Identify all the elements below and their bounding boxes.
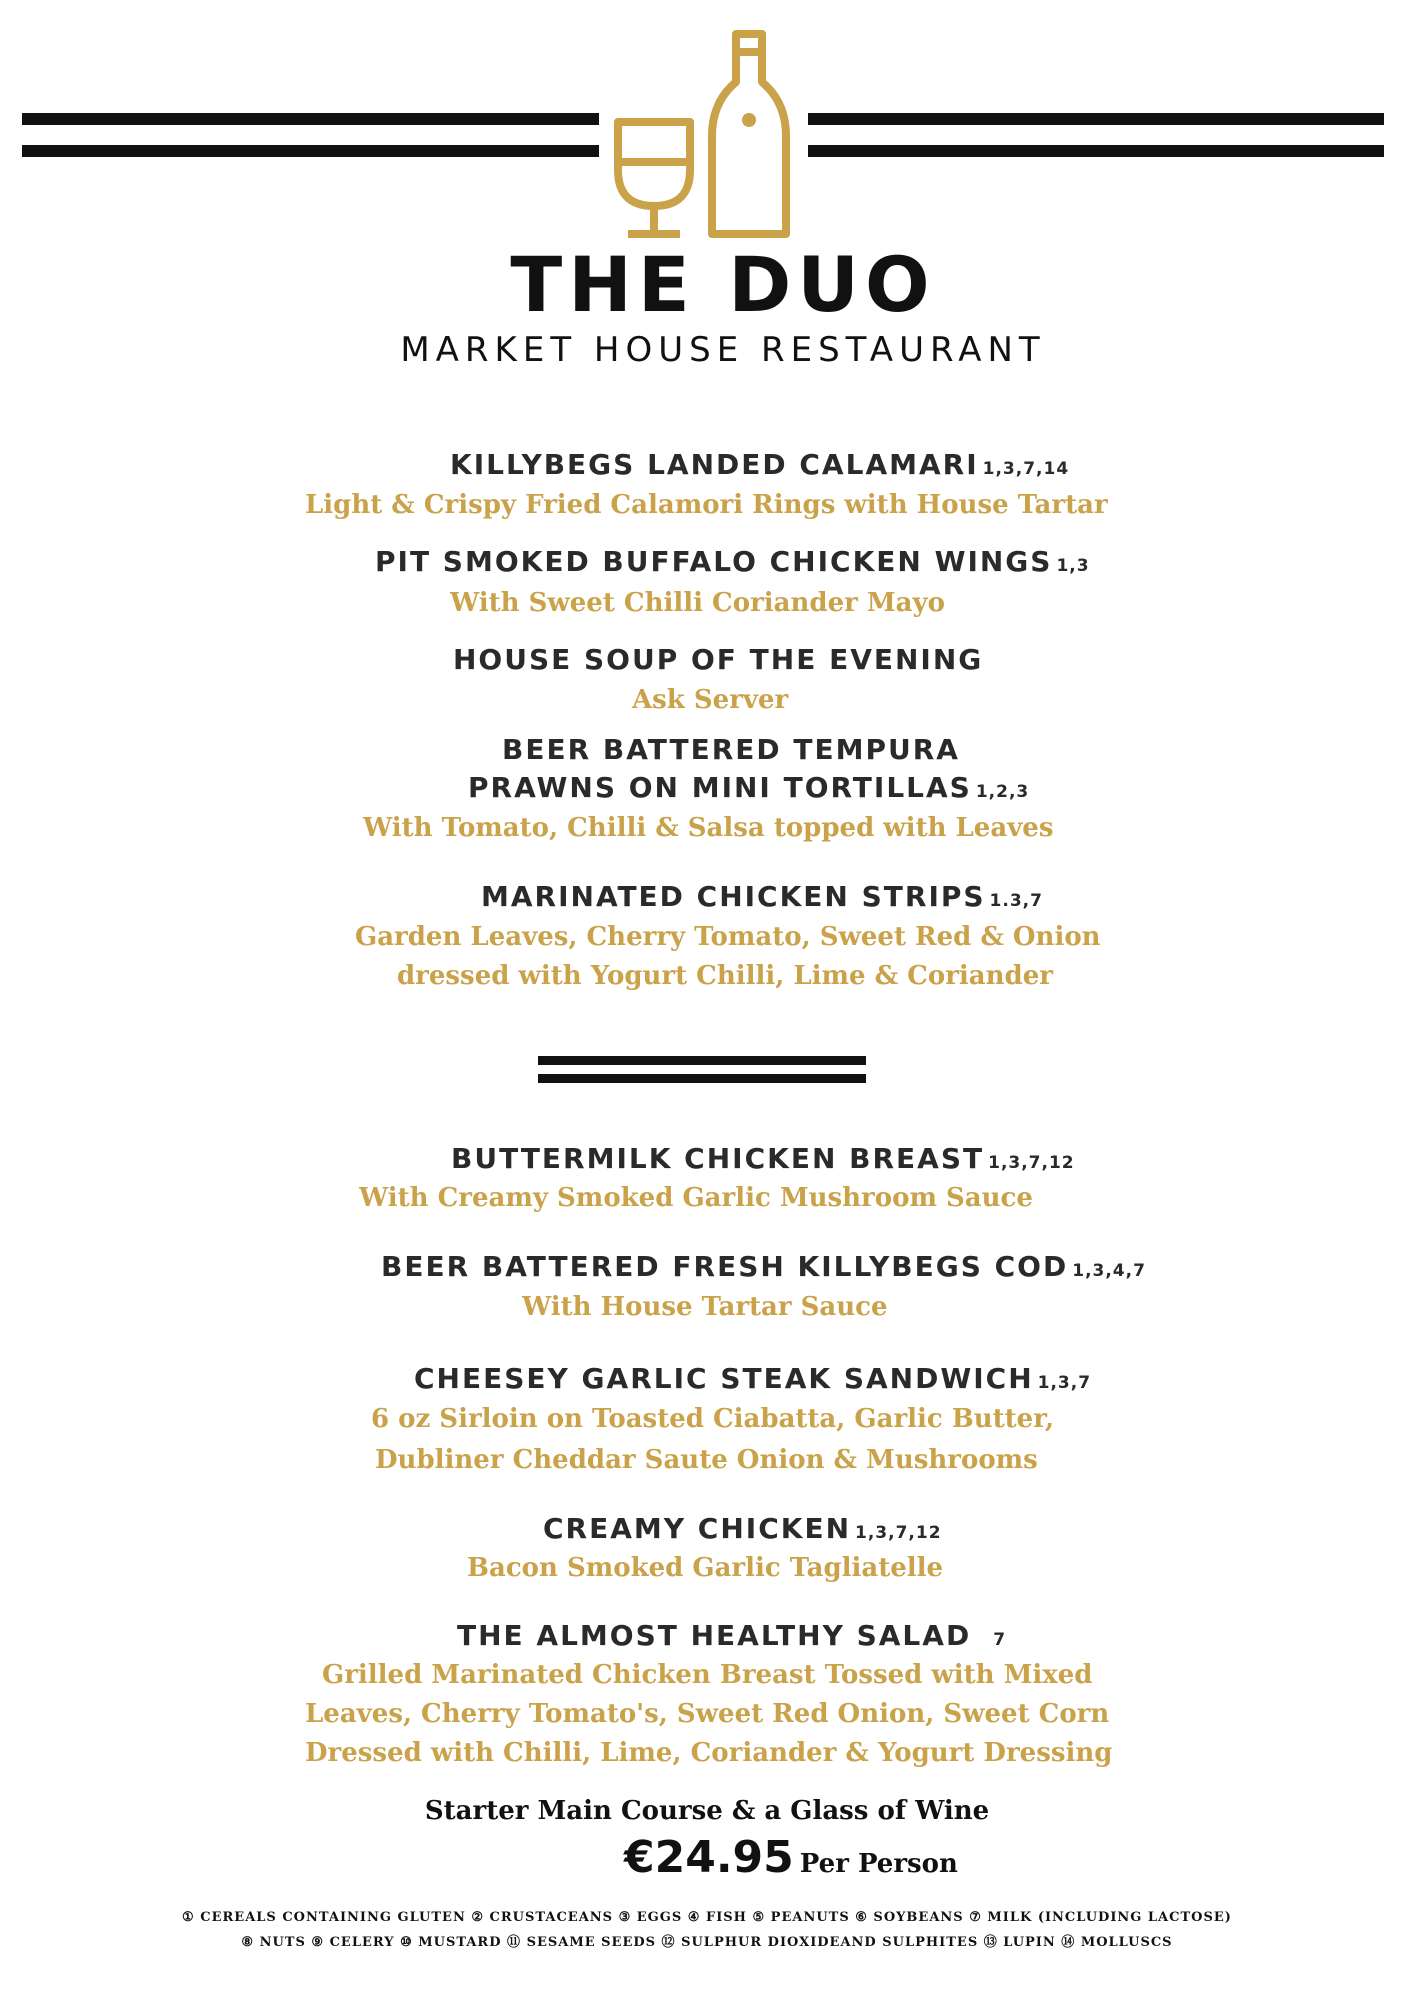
dish-name: THE ALMOST HEALTHY SALAD 7 bbox=[457, 1619, 1007, 1652]
header-rule-left-bottom bbox=[22, 145, 599, 157]
dish-description: Dubliner Cheddar Saute Onion & Mushrooms bbox=[375, 1445, 1038, 1475]
allergen-codes: 1,2,3 bbox=[975, 782, 1030, 802]
price-unit: Per Person bbox=[799, 1849, 958, 1879]
header-rule-right-top bbox=[808, 113, 1384, 125]
allergen-key-line: ① CEREALS CONTAINING GLUTEN ② CRUSTACEANS ③ EGGS ④ FISH ⑤ PEANUTS ⑥ SOYBEANS ⑦ MILK (INCLUDING LACTOSE) bbox=[182, 1910, 1232, 1925]
price: €24.95 bbox=[624, 1832, 794, 1883]
allergen-codes: 7 bbox=[993, 1630, 1007, 1650]
dish-description: Ask Server bbox=[632, 685, 789, 715]
header-rule-right-bottom bbox=[808, 145, 1384, 157]
allergen-codes: 1,3,7,12 bbox=[988, 1153, 1075, 1173]
allergen-codes: 1,3 bbox=[1056, 556, 1090, 576]
set-menu-offer: Starter Main Course & a Glass of Wine bbox=[424, 1796, 990, 1826]
dish-description: With Tomato, Chilli & Salsa topped with Leaves bbox=[363, 813, 1054, 843]
dish-description: With House Tartar Sauce bbox=[522, 1292, 888, 1322]
dish-description: 6 oz Sirloin on Toasted Ciabatta, Garlic Butter, bbox=[371, 1404, 1055, 1434]
dish-name: CHEESEY GARLIC STEAK SANDWICH 1,3,7 bbox=[414, 1362, 1092, 1395]
restaurant-name: THE DUO bbox=[510, 240, 936, 329]
header-rule-left-top bbox=[22, 113, 599, 125]
dish-description: With Creamy Smoked Garlic Mushroom Sauce bbox=[359, 1183, 1033, 1213]
allergen-codes: 1.3,7 bbox=[989, 891, 1043, 911]
allergen-codes: 1,3,4,7 bbox=[1072, 1261, 1146, 1281]
dish-description: dressed with Yogurt Chilli, Lime & Coriander bbox=[397, 961, 1053, 991]
price-row bbox=[624, 1832, 958, 1883]
dish-description: Light & Crispy Fried Calamori Rings with House Tartar bbox=[305, 490, 1108, 520]
dish-description: Bacon Smoked Garlic Tagliatelle bbox=[467, 1553, 944, 1583]
dish-name: MARINATED CHICKEN STRIPS 1.3,7 bbox=[481, 880, 1043, 913]
dish-description: Leaves, Cherry Tomato's, Sweet Red Onion, Sweet Corn bbox=[305, 1699, 1110, 1729]
restaurant-subtitle: MARKET HOUSE RESTAURANT bbox=[400, 330, 1046, 370]
dish-name: BUTTERMILK CHICKEN BREAST 1,3,7,12 bbox=[451, 1142, 1075, 1175]
dish-name: CREAMY CHICKEN 1,3,7,12 bbox=[543, 1512, 942, 1545]
allergen-key-line: ⑧ NUTS ⑨ CELERY ⑩ MUSTARD ⑪ SESAME SEEDS ⑫ SULPHUR DIOXIDEAND SULPHITES ⑬ LUPIN ⑭ MOLLUSCS bbox=[241, 1935, 1173, 1950]
dish-name: BEER BATTERED FRESH KILLYBEGS COD 1,3,4,7 bbox=[381, 1250, 1146, 1283]
dish-description: Dressed with Chilli, Lime, Coriander & Yogurt Dressing bbox=[305, 1738, 1113, 1768]
allergen-codes: 1,3,7,12 bbox=[855, 1523, 942, 1543]
wine-glass-bottle-icon bbox=[612, 30, 802, 250]
dish-name: PRAWNS ON MINI TORTILLAS 1,2,3 bbox=[468, 771, 1030, 804]
section-divider-top bbox=[538, 1056, 866, 1065]
dish-name: HOUSE SOUP OF THE EVENING bbox=[453, 643, 984, 676]
dish-name: BEER BATTERED TEMPURA bbox=[502, 733, 960, 766]
dish-description: Garden Leaves, Cherry Tomato, Sweet Red & Onion bbox=[355, 922, 1101, 952]
dish-name: PIT SMOKED BUFFALO CHICKEN WINGS 1,3 bbox=[375, 545, 1090, 578]
dish-description: Grilled Marinated Chicken Breast Tossed with Mixed bbox=[322, 1660, 1093, 1690]
section-divider-bottom bbox=[538, 1074, 866, 1083]
allergen-codes: 1,3,7,14 bbox=[982, 459, 1070, 479]
allergen-codes: 1,3,7 bbox=[1037, 1373, 1092, 1393]
dish-description: With Sweet Chilli Coriander Mayo bbox=[450, 588, 945, 618]
dish-name: KILLYBEGS LANDED CALAMARI 1,3,7,14 bbox=[450, 448, 1070, 481]
